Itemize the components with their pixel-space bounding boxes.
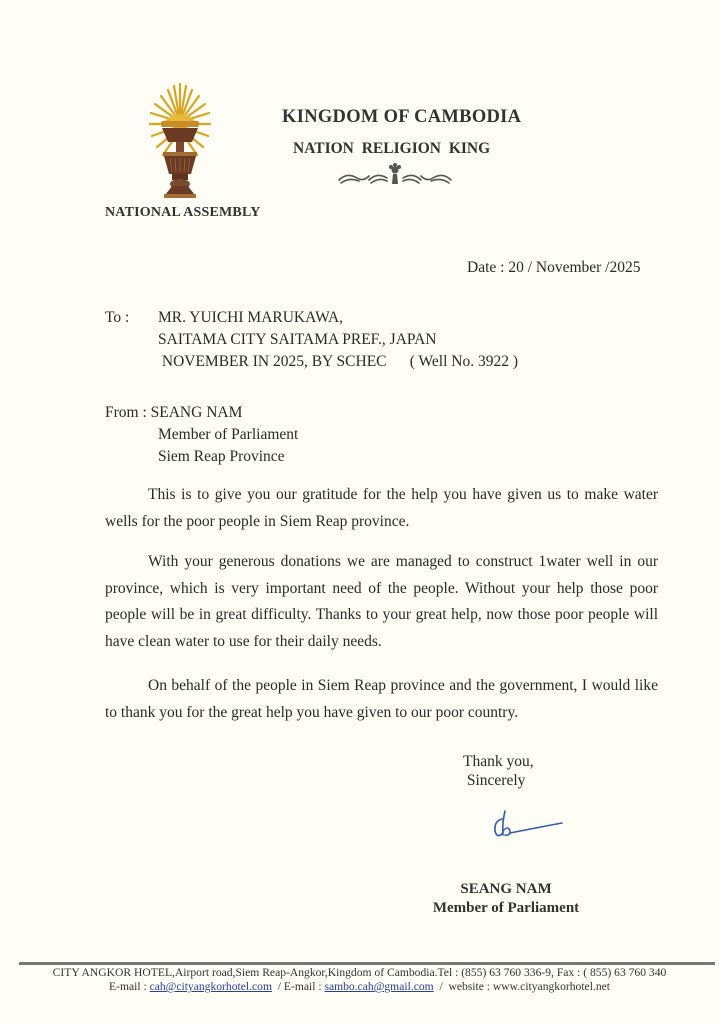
letter-date: Date : 20 / November /2025 — [467, 259, 641, 276]
recipient-address: SAITAMA CITY SAITAMA PREF., JAPAN — [158, 331, 437, 348]
national-assembly-emblem-icon — [148, 82, 212, 204]
footer-contacts — [0, 980, 719, 994]
handwritten-signature-icon — [490, 805, 570, 845]
to-label: To : — [105, 309, 130, 326]
kingdom-heading: KINGDOM OF CAMBODIA — [282, 107, 522, 127]
email-link-cityangkor[interactable]: cah@cityangkorhotel.com — [149, 980, 272, 993]
thank-you-text: Thank you, — [463, 753, 534, 770]
from-label: From : SEANG NAM — [105, 404, 243, 421]
body-paragraph: With your generous donations we are managed to construct 1water well in our province, which is very important need of the people. Without your help those poor people will be in great difficulty. Thanks to your great help, now those poor people will have clean water to use for their daily needs. — [105, 553, 658, 650]
body-paragraph: On behalf of the people in Siem Reap province and the government, I would like to thank you for the great help you have given to our poor country. — [105, 677, 658, 721]
email-label: / E-mail : — [271, 980, 325, 993]
footer-divider — [19, 962, 715, 965]
signatory-title: Member of Parliament — [432, 900, 580, 916]
body-paragraph: This is to give you our gratitude for the help you have given us to make water wells for the poor people in Siem Reap province. — [105, 486, 658, 530]
website-text: / website : www.cityangkorhotel.net — [433, 980, 610, 993]
footer-address: CITY ANGKOR HOTEL,Airport road,Siem Reap-Angkor,Kingdom of Cambodia.Tel : (855) 63 760 336-9, Fax : ( 855) 63 760 340 — [52, 966, 667, 979]
email-link-sambo[interactable]: sambo.cah@gmail.com — [324, 980, 434, 993]
national-assembly-label: NATIONAL ASSEMBLY — [105, 205, 261, 220]
sender-province: Siem Reap Province — [158, 448, 285, 465]
signatory — [426, 880, 586, 918]
closing — [463, 752, 534, 790]
recipient-reference: NOVEMBER IN 2025, BY SCHEC ( Well No. 3922 ) — [158, 353, 518, 370]
recipient-name: MR. YUICHI MARUKAWA, — [158, 309, 344, 326]
khmer-ornament-divider-icon — [335, 162, 455, 188]
email-label: E-mail : — [109, 980, 150, 993]
sender-title: Member of Parliament — [158, 426, 299, 443]
national-motto: NATION RELIGION KING — [293, 140, 491, 157]
sincerely-text: Sincerely — [463, 772, 526, 789]
signatory-name: SEANG NAM — [460, 881, 552, 897]
